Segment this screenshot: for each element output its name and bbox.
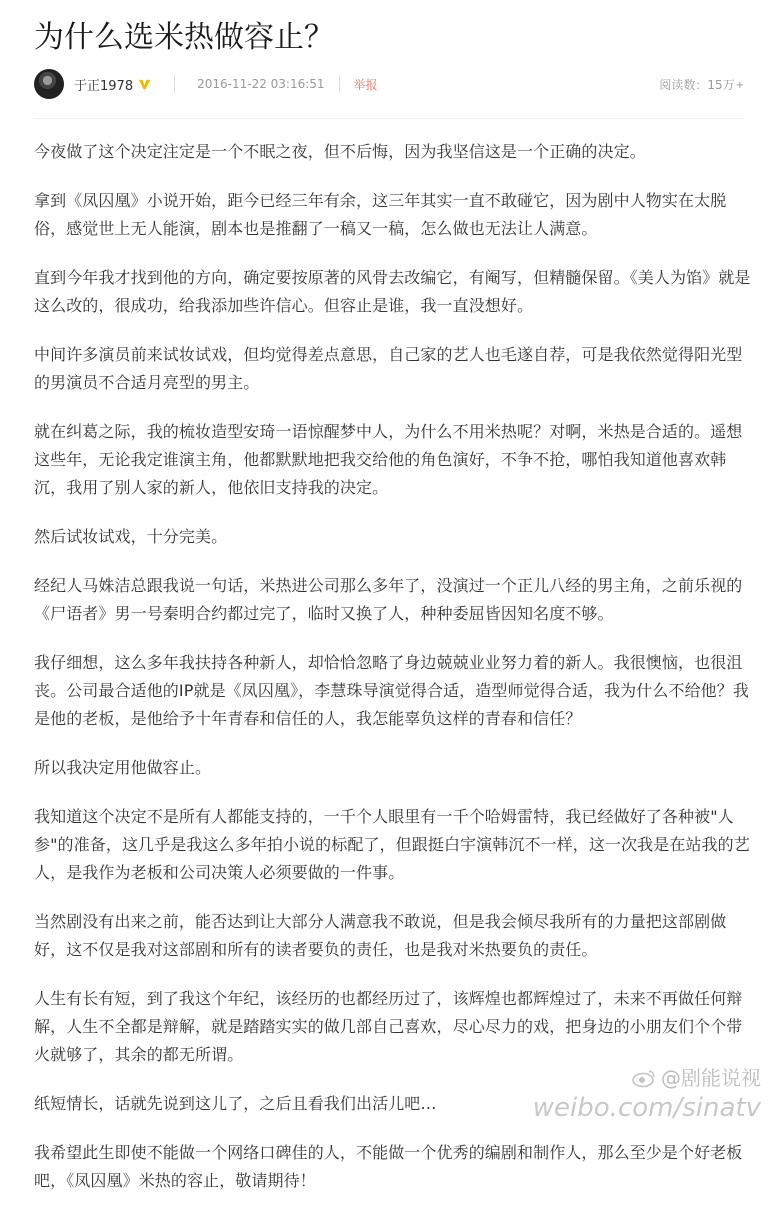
v-badge-icon xyxy=(137,77,152,92)
page-title: 为什么选米热做容止？ xyxy=(34,20,334,55)
paragraph: 直到今年我才找到他的方向，确定要按原著的风骨去改编它，有阉写，但精髓保留。《美人为馅》就是这么改的，很成功，给我添加些许信心。但容止是谁，我一直没想好。 xyxy=(34,268,751,315)
read-count xyxy=(659,76,744,93)
post-meta-bar xyxy=(34,66,744,102)
paragraph: 经纪人马姝洁总跟我说一句话，米热进公司那么多年了，没演过一个正儿八经的男主角，之前乐视的《尸语者》男一号秦明合约都过完了，临时又换了人，种种委屈皆因知名度不够。 xyxy=(34,576,743,623)
paragraph: 就在纠葛之际，我的梳妆造型安琦一语惊醒梦中人，为什么不用米热呢？对啊，米热是合适的。遥想这些年，无论我定谁演主角，他都默默地把我交给他的角色演好，不争不抢，哪怕我知道他喜欢韩沉，我用了别人家的新人，他依旧支持我的决定。 xyxy=(34,422,743,497)
paragraph: 人生有长有短，到了我这个年纪，该经历的也都经历过了，该辉煌也都辉煌过了，未来不再做任何辩解，人生不全都是辩解，就是踏踏实实的做几部自己喜欢，尽心尽力的戏，把身边的小朋友们个个带火就够了，其余的都无所谓。 xyxy=(34,989,743,1064)
header-divider xyxy=(34,118,744,119)
article-body xyxy=(34,138,754,1216)
paragraph: 今夜做了这个决定注定是一个不眠之夜，但不后悔，因为我坚信这是一个正确的决定。 xyxy=(34,142,646,161)
post-timestamp: 2016-11-22 03:16:51 xyxy=(197,77,325,91)
paragraph: 然后试妆试戏，十分完美。 xyxy=(34,527,228,546)
meta-separator xyxy=(339,75,340,93)
watermark-url: weibo.com/sinatv xyxy=(532,1093,761,1123)
paragraph: 所以我决定用他做容止。 xyxy=(34,758,212,777)
paragraph: 中间许多演员前来试妆试戏，但均觉得差点意思，自己家的艺人也毛遂自荐，可是我依然觉得阳光型的男演员不合适月亮型的男主。 xyxy=(34,345,743,392)
read-count-plus: + xyxy=(735,79,744,91)
paragraph: 当然剧没有出来之前，能否达到让大部分人满意我不敢说，但是我会倾尽我所有的力量把这部剧做好，这不仅是我对这部剧和所有的读者要负的责任，也是我对米热要负的责任。 xyxy=(34,912,727,959)
watermark-handle-text: @剧能说视 xyxy=(661,1066,761,1090)
report-link[interactable]: 举报 xyxy=(353,77,378,92)
author-name[interactable]: 于正1978 xyxy=(74,78,134,94)
paragraph: 我仔细想，这么多年我扶持各种新人，却恰恰忽略了身边兢兢业业努力着的新人。我很懊恼，也很沮丧。公司最合适他的IP就是《凤囚凰》，李慧珠导演觉得合适，造型师觉得合适，我为什么不给他？我是他的老板，是他给予十年青春和信任的人，我怎能辜负这样的青春和信任？ xyxy=(34,653,749,728)
paragraph: 我知道这个决定不是所有人都能支持的，一千个人眼里有一千个哈姆雷特，我已经做好了各种被"人参"的准备，这几乎是我这么多年拍小说的标配了，但跟挺白宇演韩沉不一样，这一次我是在站我的艺人，是我作为老板和公司决策人必须要做的一件事。 xyxy=(34,807,750,882)
paragraph: 拿到《凤囚凰》小说开始，距今已经三年有余，这三年其实一直不敢碰它，因为剧中人物实在太脱俗，感觉世上无人能演，剧本也是推翻了一稿又一稿，怎么做也无法让人满意。 xyxy=(34,191,727,238)
avatar[interactable] xyxy=(34,69,64,99)
meta-separator xyxy=(174,75,175,93)
paragraph: 我希望此生即使不能做一个网络口碑佳的人，不能做一个优秀的编剧和制作人，那么至少是个好老板吧，《凤囚凰》米热的容止，敬请期待！ xyxy=(34,1143,743,1190)
read-count-label: 阅读数：15万 xyxy=(659,77,735,92)
paragraph: 纸短情长，话就先说到这儿了，之后且看我们出活儿吧… xyxy=(34,1094,437,1113)
